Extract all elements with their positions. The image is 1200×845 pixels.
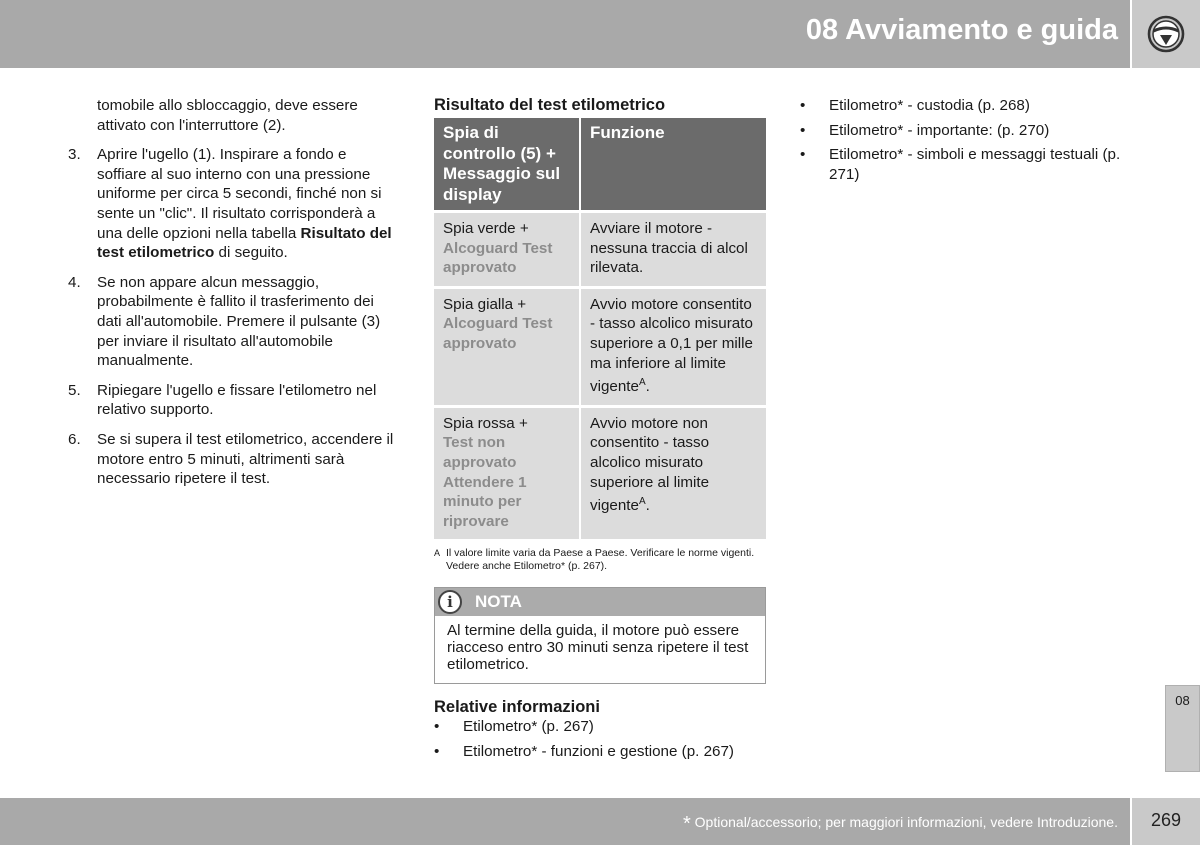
related-list-continued bbox=[800, 96, 1130, 184]
table-row bbox=[434, 405, 766, 540]
related-item[interactable] bbox=[800, 121, 1130, 141]
page-number-box bbox=[1132, 798, 1200, 845]
function-cell bbox=[581, 405, 766, 540]
function-text: Avvio motore consentito - tasso alcolico misurato superiore a 0,1 per mille ma inferiore al limite vigente bbox=[590, 295, 753, 396]
intro-text: tomobile allo sbloccaggio, deve essere attivato con l'interruttore (2). bbox=[97, 97, 358, 134]
related-link[interactable]: Etilometro* - simboli e messaggi testuali (p. 271) bbox=[829, 146, 1121, 183]
light-label: Spia rossa + bbox=[443, 414, 528, 432]
footnote-mark: A bbox=[434, 548, 441, 559]
footer-text: Optional/accessorio; per maggiori informazioni, vedere Introduzione. bbox=[694, 814, 1118, 830]
related-item[interactable] bbox=[434, 717, 766, 737]
function-cell bbox=[581, 286, 766, 405]
step-number: 3. bbox=[68, 146, 81, 164]
table-title: Risultato del test etilometrico bbox=[434, 96, 666, 114]
chapter-icon-box bbox=[1132, 0, 1200, 68]
step-number: 4. bbox=[68, 273, 81, 291]
bullet-icon: • bbox=[800, 121, 806, 139]
light-label: Spia gialla + bbox=[443, 295, 527, 313]
chapter-title: 08 Avviamento e guida bbox=[805, 14, 1118, 46]
step-3 bbox=[68, 145, 400, 263]
info-icon: i bbox=[438, 590, 462, 614]
related-link[interactable]: Etilometro* (p. 267) bbox=[463, 718, 594, 736]
related-item[interactable] bbox=[434, 742, 766, 762]
column-middle bbox=[434, 96, 766, 767]
asterisk-mark: * bbox=[682, 813, 691, 835]
function-tail: . bbox=[645, 497, 650, 515]
table-reference: Risultato del test etilometrico bbox=[97, 224, 392, 262]
table-row bbox=[434, 286, 766, 405]
step-4 bbox=[68, 273, 400, 371]
light-cell bbox=[434, 286, 581, 405]
step-number: 5. bbox=[68, 381, 81, 399]
footnote-ref: A bbox=[638, 377, 646, 389]
page-number: 269 bbox=[1150, 810, 1182, 830]
steering-wheel-icon bbox=[1146, 14, 1186, 54]
related-link[interactable]: Etilometro* - funzioni e gestione (p. 267) bbox=[463, 742, 734, 760]
page-footer bbox=[0, 798, 1130, 845]
function-cell bbox=[581, 210, 766, 286]
footnote-text: Il valore limite varia da Paese a Paese. Verificare le norme vigenti. Vedere anche Etilometro* (p. 267). bbox=[446, 547, 755, 572]
step-6 bbox=[68, 430, 400, 489]
footer-note bbox=[683, 813, 1118, 836]
column-right bbox=[800, 96, 1130, 189]
bullet-icon: • bbox=[434, 742, 440, 760]
step-text-part: Aprire l'ugello (1). Inspirare a fondo e soffiare al suo interno con una pressione uniforme per circa 5 secondi, finché non si sente un "clic". Il risultato corrisponderà a una delle opzioni nella tabella bbox=[97, 146, 382, 242]
function-text: Avviare il motore - nessuna traccia di alcol rilevata. bbox=[590, 220, 748, 277]
related-link[interactable]: Etilometro* - importante: (p. 270) bbox=[829, 121, 1050, 139]
light-cell bbox=[434, 405, 581, 540]
bullet-icon: • bbox=[434, 718, 440, 736]
header-function: Funzione bbox=[581, 118, 766, 210]
display-message: Alcoguard Test approvato bbox=[443, 315, 553, 352]
step-text-part: di seguito. bbox=[214, 244, 288, 262]
note-box bbox=[434, 587, 766, 684]
related-link[interactable]: Etilometro* - custodia (p. 268) bbox=[829, 97, 1030, 114]
light-cell bbox=[434, 210, 581, 286]
footnote-ref: A bbox=[638, 496, 646, 508]
table-header-row bbox=[434, 118, 766, 210]
page-header bbox=[0, 0, 1130, 68]
note-body: Al termine della guida, il motore può essere riacceso entro 30 minuti senza ripetere il test etilometrico. bbox=[447, 622, 749, 674]
note-label: NOTA bbox=[475, 592, 522, 612]
column-left bbox=[68, 96, 400, 489]
step-text: Se non appare alcun messaggio, probabilmente è fallito il trasferimento dei dati all'automobile. Premere il pulsante (3) per inviare il risultato all'automobile manualmente. bbox=[97, 273, 381, 370]
result-table bbox=[434, 118, 766, 539]
bullet-icon: • bbox=[800, 146, 806, 164]
related-item[interactable] bbox=[800, 145, 1130, 184]
bullet-icon: • bbox=[800, 97, 806, 114]
display-message: Test non approvato Attendere 1 minuto per riprovare bbox=[443, 434, 527, 530]
header-light-message: Spia di controllo (5) + Messaggio sul display bbox=[434, 118, 581, 210]
step-text: Ripiegare l'ugello e fissare l'etilometro nel relativo supporto. bbox=[97, 381, 377, 419]
chapter-tab[interactable]: 08 bbox=[1165, 685, 1200, 772]
light-label: Spia verde + bbox=[443, 220, 529, 237]
related-list bbox=[434, 717, 766, 761]
related-title: Relative informazioni bbox=[434, 698, 600, 717]
display-message: Alcoguard Test approvato bbox=[443, 239, 553, 277]
related-item[interactable] bbox=[800, 96, 1130, 116]
table-footnote bbox=[434, 547, 766, 572]
step-number: 6. bbox=[68, 430, 81, 448]
step-text: Se si supera il test etilometrico, accendere il motore entro 5 minuti, altrimenti sarà necessario ripetere il test. bbox=[97, 430, 394, 488]
step-5 bbox=[68, 381, 400, 420]
step-text bbox=[97, 145, 400, 263]
note-header bbox=[435, 588, 765, 616]
function-tail: . bbox=[645, 378, 650, 396]
function-text: Avvio motore non consentito - tasso alcolico misurato superiore al limite vigente bbox=[590, 414, 710, 515]
table-row bbox=[434, 210, 766, 286]
